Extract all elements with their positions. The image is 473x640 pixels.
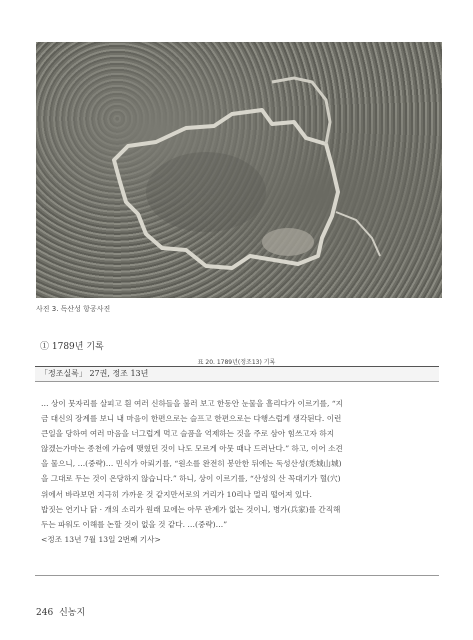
text-line: 큰일을 당하여 여러 마음을 너그럽게 먹고 슬픔을 억제하는 것을 주로 삼아 힘쓰고자 하지 [41, 429, 335, 439]
text-line: … 상이 뭇자리를 살피고 흰 여러 신하들을 불러 보고 한동안 눈물을 흘리다가 이르기를, “지 [41, 399, 344, 408]
text-line: 을 물으니, …(중략)… 민식가 아뢰기를, “원소를 완전히 봉안한 뒤에는 독성산성(禿城山城) [41, 459, 342, 469]
page-footer [36, 605, 85, 618]
text-line: 위에서 바라보면 지극히 가까운 것 같지만서로의 거리가 10리나 멀리 떨어져 있다. [41, 489, 312, 499]
text-line: 않겠는가마는 종천에 가슴에 맺혔던 것이 나도 모르게 아뭇 때나 드러난다.” 하고, 이어 소견 [41, 444, 343, 454]
table-header: 「정조실록」 27권, 정조 13년 [35, 366, 439, 382]
fortress-wall-outline [36, 42, 442, 298]
source-note: <정조 13년 7월 13일 2번째 기사> [41, 534, 161, 544]
aerial-photo [36, 42, 442, 298]
table-body [35, 382, 439, 576]
book-title: 신농지 [59, 608, 86, 618]
figure-caption: 사진 3. 독산성 항공사진 [36, 305, 111, 313]
section-heading: ① 1789년 기록 [40, 342, 104, 352]
table-title: 표 20. 1789년(정조13) 기록 [197, 359, 276, 366]
text-line: 두는 파워도 이해를 논할 것이 없을 것 같다. …(중략)…” [41, 519, 228, 529]
text-line: 금 대신의 장계를 보니 내 마음이 한편으로는 슬프고 한편으로는 다행스럽게 생각된다. 이런 [41, 414, 342, 424]
text-line: 밥짓는 연기나 닭 · 개의 소리가 원래 묘에는 아무 관계가 없는 것이니, 병가(兵家)를 간직해 [41, 504, 341, 514]
page-number: 246 [36, 608, 54, 618]
text-line: 을 그대로 두는 것이 온당하지 않습니다.” 하니, 상이 이르기를, “산성의 산 꼭대기가 혈(穴) [41, 474, 341, 484]
